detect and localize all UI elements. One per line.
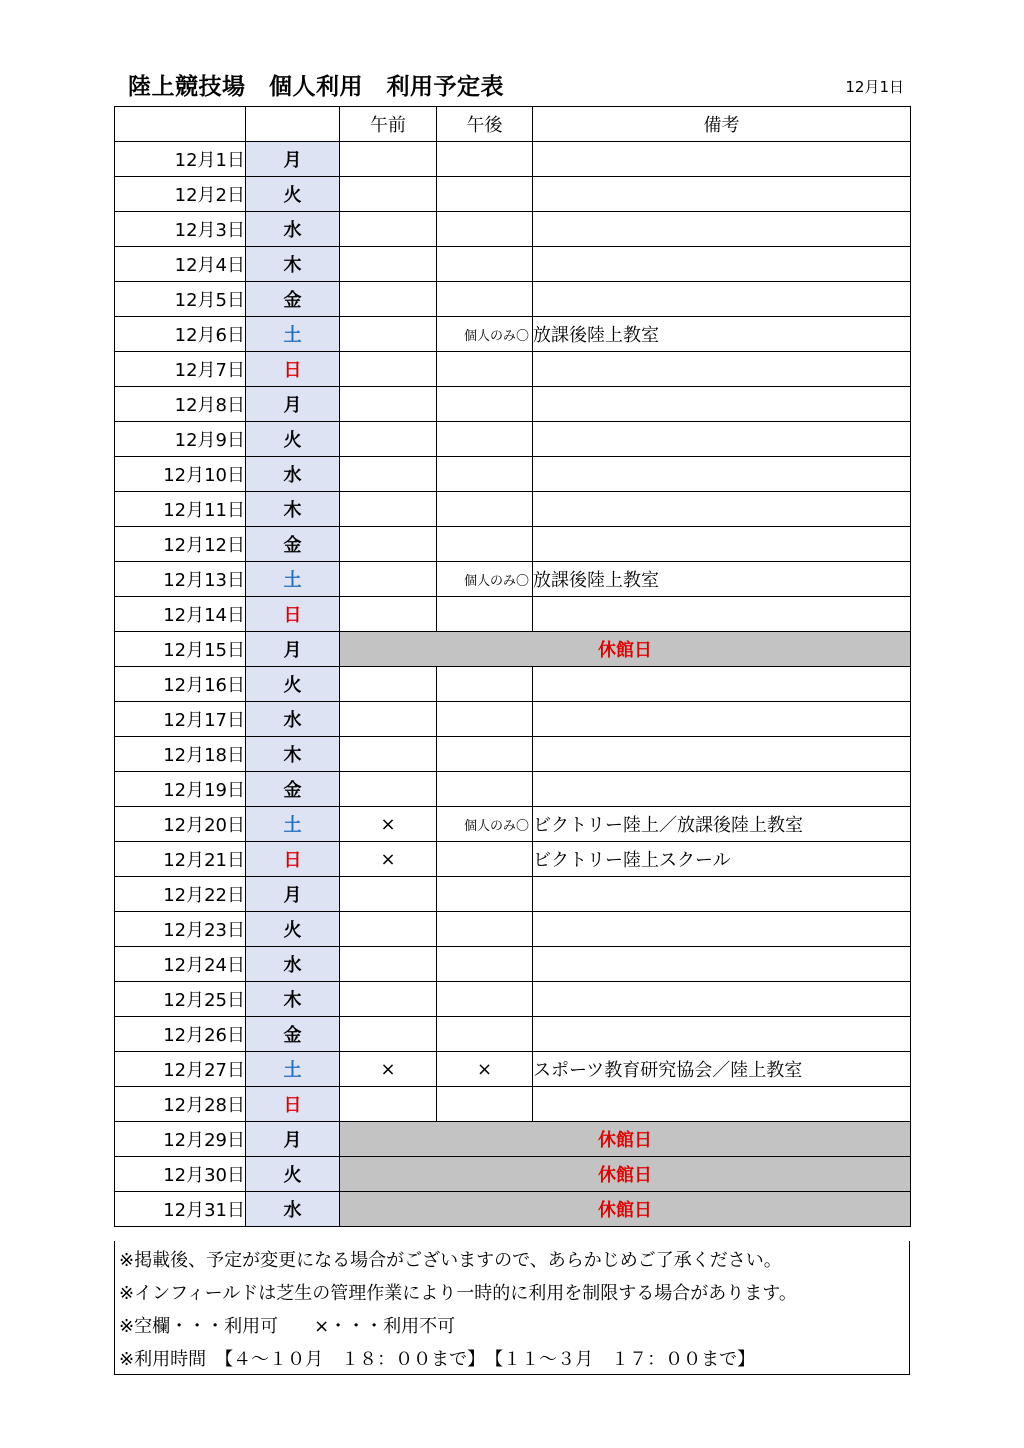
pm-cell [437,177,533,212]
table-row [115,352,911,387]
page-title: 陸上競技場 個人利用 利用予定表 [128,74,504,100]
note-cell [533,212,911,247]
date-cell: 12月30日 [115,1157,246,1192]
weekday-cell: 水 [246,457,340,492]
note-cell [533,982,911,1017]
weekday-cell: 水 [246,702,340,737]
header-row [115,107,911,142]
pm-cell [437,142,533,177]
date-cell: 12月23日 [115,912,246,947]
table-row [115,667,911,702]
note-cell [533,352,911,387]
am-cell [340,317,437,352]
weekday-cell: 火 [246,1157,340,1192]
date-cell: 12月18日 [115,737,246,772]
header-pm: 午後 [437,107,533,142]
pm-cell: × [437,1052,533,1087]
pm-cell [437,947,533,982]
weekday-cell: 木 [246,737,340,772]
pm-cell [437,1087,533,1122]
table-row [115,982,911,1017]
pm-cell [437,597,533,632]
date-cell: 12月16日 [115,667,246,702]
am-cell [340,947,437,982]
date-cell: 12月17日 [115,702,246,737]
note-line: ※インフィールドは芝生の管理作業により一時的に利用を制限する場合があります。 [119,1283,797,1304]
table-row [115,457,911,492]
note-line: ※利用時間 【４～１０月 １８：００まで】 【１１～３月 １７：００まで】 [119,1349,756,1370]
weekday-cell: 土 [246,807,340,842]
table-row [115,842,911,877]
pm-cell [437,352,533,387]
date-cell: 12月24日 [115,947,246,982]
header-am: 午前 [340,107,437,142]
note-cell [533,877,911,912]
weekday-cell: 月 [246,877,340,912]
weekday-cell: 金 [246,282,340,317]
pm-cell [437,702,533,737]
note-cell [533,282,911,317]
date-cell: 12月21日 [115,842,246,877]
date-cell: 12月6日 [115,317,246,352]
note-cell [533,247,911,282]
am-cell [340,247,437,282]
date-cell: 12月5日 [115,282,246,317]
date-cell: 12月20日 [115,807,246,842]
am-cell: × [340,1052,437,1087]
weekday-cell: 日 [246,1087,340,1122]
date-cell: 12月2日 [115,177,246,212]
table-row [115,177,911,212]
am-cell [340,457,437,492]
table-row [115,947,911,982]
pm-cell [437,212,533,247]
weekday-cell: 金 [246,527,340,562]
table-row [115,422,911,457]
table-row [115,317,911,352]
weekday-cell: 日 [246,352,340,387]
table-row [115,387,911,422]
date-cell: 12月31日 [115,1192,246,1227]
date-cell: 12月27日 [115,1052,246,1087]
pm-cell: 個人のみ〇 [437,807,533,842]
closed-cell: 休館日 [340,632,911,667]
pm-cell: 個人のみ〇 [437,317,533,352]
closed-cell: 休館日 [340,1192,911,1227]
am-cell [340,282,437,317]
weekday-cell: 水 [246,212,340,247]
pm-cell [437,982,533,1017]
table-row [115,632,911,667]
pm-cell [437,772,533,807]
note-cell [533,597,911,632]
weekday-cell: 木 [246,982,340,1017]
header-date [115,107,246,142]
date-cell: 12月10日 [115,457,246,492]
date-cell: 12月28日 [115,1087,246,1122]
note-cell [533,527,911,562]
pm-cell [437,457,533,492]
date-cell: 12月13日 [115,562,246,597]
weekday-cell: 月 [246,632,340,667]
am-cell [340,912,437,947]
header-dow [246,107,340,142]
date-cell: 12月9日 [115,422,246,457]
note-cell: ビクトリー陸上スクール [533,842,911,877]
pm-cell [437,422,533,457]
pm-cell [437,387,533,422]
weekday-cell: 月 [246,1122,340,1157]
weekday-cell: 火 [246,667,340,702]
table-row [115,912,911,947]
header-note: 備考 [533,107,911,142]
weekday-cell: 水 [246,947,340,982]
table-row [115,1052,911,1087]
am-cell: × [340,842,437,877]
am-cell [340,352,437,387]
note-line: ※空欄・・・利用可 ×・・・利用不可 [119,1316,456,1337]
am-cell [340,1087,437,1122]
am-cell [340,877,437,912]
pm-cell [437,737,533,772]
pm-cell: 個人のみ〇 [437,562,533,597]
weekday-cell: 土 [246,317,340,352]
am-cell [340,982,437,1017]
weekday-cell: 月 [246,387,340,422]
am-cell [340,737,437,772]
table-row [115,142,911,177]
date-cell: 12月11日 [115,492,246,527]
note-cell [533,142,911,177]
weekday-cell: 木 [246,492,340,527]
note-cell: ビクトリー陸上／放課後陸上教室 [533,807,911,842]
note-cell [533,1017,911,1052]
table-row [115,282,911,317]
weekday-cell: 金 [246,772,340,807]
table-row [115,212,911,247]
table-row [115,1017,911,1052]
am-cell [340,422,437,457]
note-cell [533,387,911,422]
table-row [115,702,911,737]
pm-cell [437,667,533,702]
date-cell: 12月25日 [115,982,246,1017]
date-cell: 12月19日 [115,772,246,807]
date-cell: 12月8日 [115,387,246,422]
am-cell [340,387,437,422]
date-cell: 12月14日 [115,597,246,632]
table-row [115,562,911,597]
weekday-cell: 木 [246,247,340,282]
date-cell: 12月7日 [115,352,246,387]
note-cell: 放課後陸上教室 [533,317,911,352]
am-cell [340,667,437,702]
date-cell: 12月12日 [115,527,246,562]
am-cell: × [340,807,437,842]
weekday-cell: 水 [246,1192,340,1227]
table-row [115,492,911,527]
note-cell [533,492,911,527]
pm-cell [437,1017,533,1052]
pm-cell [437,877,533,912]
closed-cell: 休館日 [340,1122,911,1157]
weekday-cell: 日 [246,597,340,632]
weekday-cell: 土 [246,1052,340,1087]
am-cell [340,1017,437,1052]
am-cell [340,702,437,737]
am-cell [340,492,437,527]
pm-cell [437,527,533,562]
table-row [115,1192,911,1227]
am-cell [340,597,437,632]
page-header [114,68,910,104]
pm-cell [437,247,533,282]
weekday-cell: 火 [246,177,340,212]
note-cell [533,1087,911,1122]
note-cell [533,947,911,982]
date-cell: 12月22日 [115,877,246,912]
notes-box [114,1241,910,1375]
table-row [115,1122,911,1157]
note-cell: 放課後陸上教室 [533,562,911,597]
note-cell [533,422,911,457]
schedule-table [114,106,911,1227]
am-cell [340,177,437,212]
note-cell [533,772,911,807]
table-row [115,247,911,282]
weekday-cell: 金 [246,1017,340,1052]
weekday-cell: 月 [246,142,340,177]
pm-cell [437,492,533,527]
note-cell [533,702,911,737]
table-row [115,877,911,912]
pm-cell [437,912,533,947]
note-cell [533,667,911,702]
note-cell [533,912,911,947]
pm-cell [437,282,533,317]
note-cell [533,177,911,212]
closed-cell: 休館日 [340,1157,911,1192]
weekday-cell: 火 [246,422,340,457]
date-cell: 12月29日 [115,1122,246,1157]
weekday-cell: 火 [246,912,340,947]
am-cell [340,562,437,597]
table-row [115,772,911,807]
table-row [115,807,911,842]
am-cell [340,142,437,177]
note-cell [533,737,911,772]
schedule-body [115,107,911,1227]
am-cell [340,772,437,807]
weekday-cell: 日 [246,842,340,877]
date-cell: 12月3日 [115,212,246,247]
date-cell: 12月4日 [115,247,246,282]
pm-cell [437,842,533,877]
table-row [115,527,911,562]
table-row [115,597,911,632]
date-cell: 12月15日 [115,632,246,667]
am-cell [340,527,437,562]
date-cell: 12月1日 [115,142,246,177]
issue-date: 12月1日 [845,78,904,96]
table-row [115,737,911,772]
am-cell [340,212,437,247]
date-cell: 12月26日 [115,1017,246,1052]
note-line: ※掲載後、予定が変更になる場合がございますので、あらかじめご了承ください。 [119,1250,782,1271]
note-cell [533,457,911,492]
weekday-cell: 土 [246,562,340,597]
note-cell: スポーツ教育研究協会／陸上教室 [533,1052,911,1087]
table-row [115,1157,911,1192]
table-row [115,1087,911,1122]
